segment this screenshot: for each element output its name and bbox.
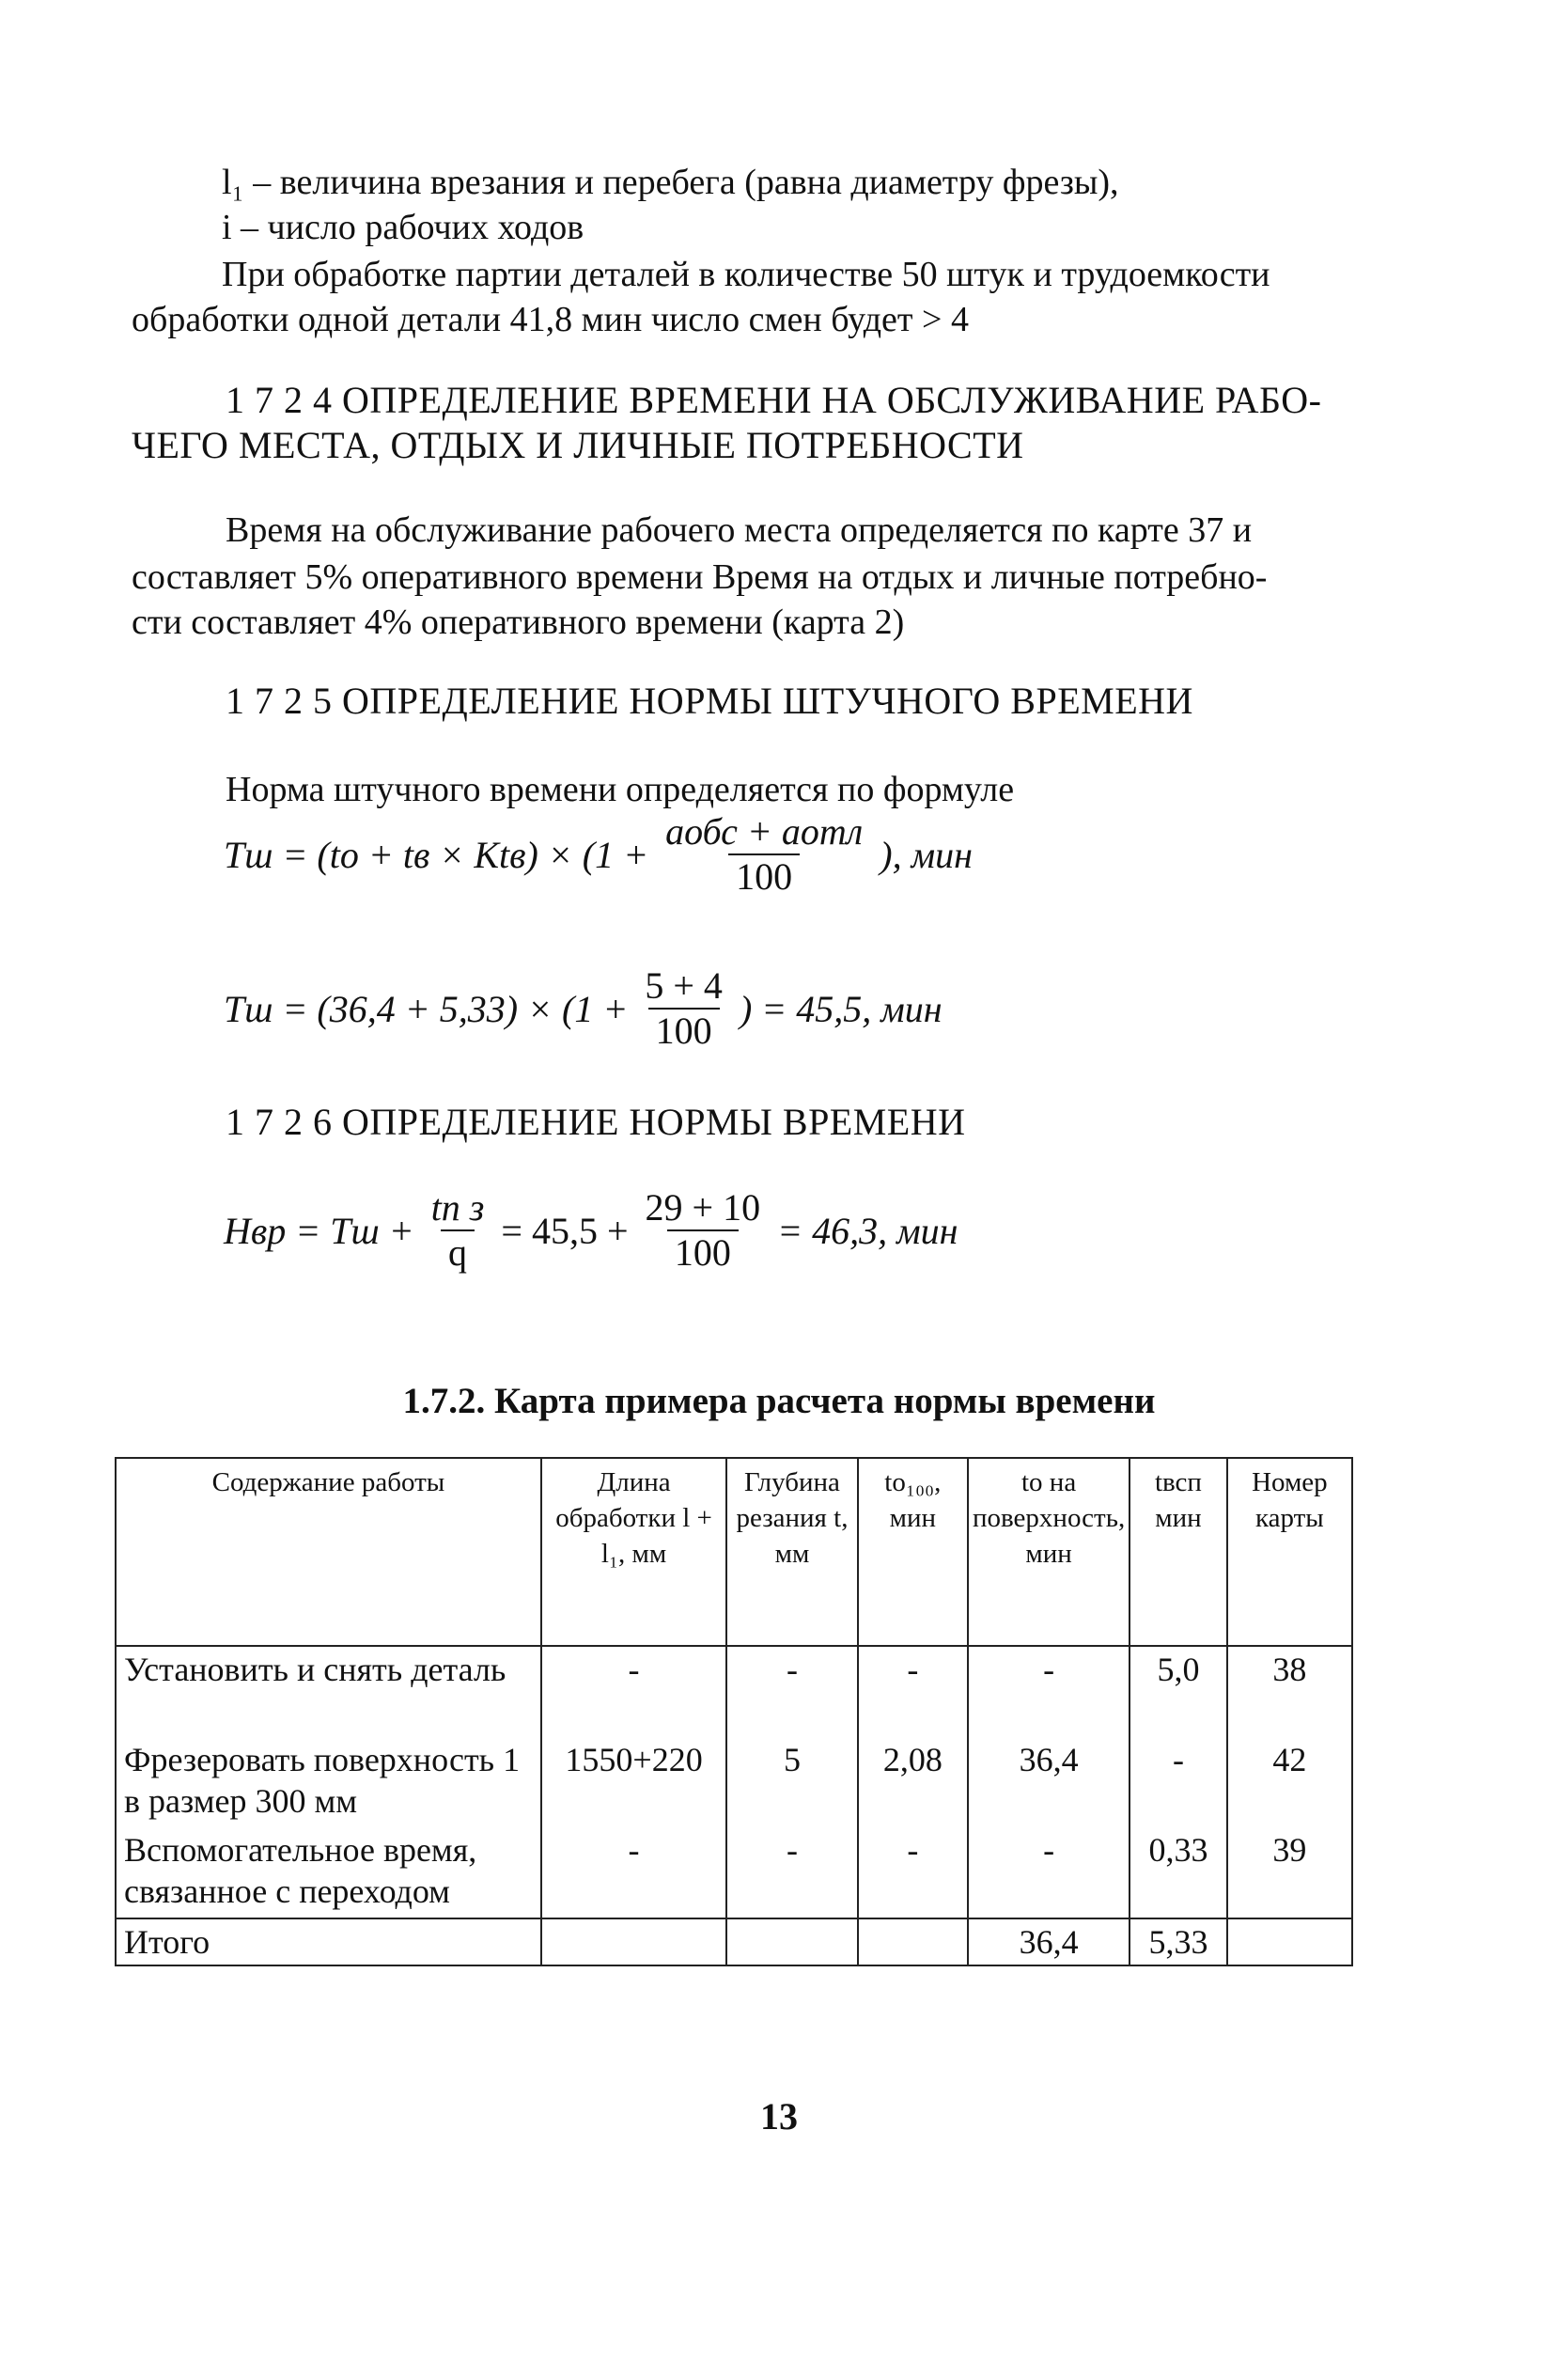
intro-line-4: обработки одной детали 41,8 мин число смен будет > 4	[132, 300, 969, 339]
formula-piece-time-calc	[224, 964, 943, 1053]
table-cell: -	[726, 1646, 857, 1737]
paragraph-1724-line-1: Время на обслуживание рабочего места определяется по карте 37 и	[226, 510, 1253, 550]
table-header-cell: to₁₀₀, мин	[858, 1458, 968, 1646]
formula-2-numerator: 5 + 4	[645, 964, 723, 1007]
formula-3-mid: = 45,5 +	[501, 1209, 629, 1252]
table-header-cell: Номер карты	[1227, 1458, 1352, 1646]
formula-piece-time	[224, 810, 973, 899]
table-cell: 5,0	[1130, 1646, 1227, 1737]
table-cell: 36,4	[968, 1918, 1130, 1965]
table-cell: 38	[1227, 1646, 1352, 1737]
table-cell: -	[968, 1646, 1130, 1737]
formula-1-denominator: 100	[728, 853, 800, 899]
table-cell: -	[968, 1827, 1130, 1918]
formula-time-norm	[224, 1186, 958, 1275]
table-cell: Вспомогательное время, связанное с переходом	[116, 1827, 541, 1918]
table-header-cell: Длина обработки l + l₁, мм	[541, 1458, 726, 1646]
table-header-row	[116, 1458, 1352, 1646]
paragraph-1724-line-3: сти составляет 4% оперативного времени (карта 2)	[132, 603, 905, 642]
formula-intro: Норма штучного времени определяется по формуле	[226, 770, 1015, 809]
table-cell: 5	[726, 1737, 857, 1827]
formula-1-lhs: Tш = (to + tв × Ktв) × (1 +	[224, 833, 649, 876]
formula-3-fraction-1	[424, 1186, 492, 1275]
formula-3-fraction-2	[638, 1186, 769, 1275]
table-cell: -	[541, 1646, 726, 1737]
table-cell: Установить и снять деталь	[116, 1646, 541, 1737]
table-cell: -	[726, 1827, 857, 1918]
formula-2-denominator: 100	[648, 1008, 720, 1053]
intro-line-1: l₁ – величина врезания и перебега (равна диаметру фрезы),	[222, 163, 1119, 202]
time-norm-table	[115, 1457, 1353, 1966]
page-number: 13	[760, 2095, 798, 2137]
formula-3-denominator-2: 100	[667, 1229, 739, 1275]
formula-3-denominator-1: q	[441, 1229, 475, 1275]
table-cell: -	[541, 1827, 726, 1918]
intro-line-3: При обработке партии деталей в количестве 50 штук и трудоемкости	[222, 255, 1270, 294]
table-header-cell: tвсп мин	[1130, 1458, 1227, 1646]
formula-3-numerator-2: 29 + 10	[645, 1186, 761, 1229]
formula-1-fraction	[658, 810, 870, 899]
table-cell	[858, 1918, 968, 1965]
table-header-cell: to на поверхность, мин	[968, 1458, 1130, 1646]
table-cell: 42	[1227, 1737, 1352, 1827]
table-cell: 1550+220	[541, 1737, 726, 1827]
table-total-row	[116, 1918, 1352, 1965]
table-cell: 0,33	[1130, 1827, 1227, 1918]
intro-line-2: i – число рабочих ходов	[222, 208, 584, 247]
table-cell: 5,33	[1130, 1918, 1227, 1965]
table-cell	[726, 1918, 857, 1965]
table-header-cell: Содержание работы	[116, 1458, 541, 1646]
table-row	[116, 1737, 1352, 1827]
heading-1724-line-1: 1 7 2 4 ОПРЕДЕЛЕНИЕ ВРЕМЕНИ НА ОБСЛУЖИВАНИЕ РАБО-	[226, 379, 1322, 421]
table-row	[116, 1827, 1352, 1918]
formula-2-rhs: ) = 45,5, мин	[739, 987, 943, 1030]
table-cell: -	[858, 1646, 968, 1737]
table-cell	[1227, 1918, 1352, 1965]
table-row	[116, 1646, 1352, 1737]
table-cell: Итого	[116, 1918, 541, 1965]
heading-1724-line-2: ЧЕГО МЕСТА, ОТДЫХ И ЛИЧНЫЕ ПОТРЕБНОСТИ	[132, 424, 1024, 466]
paragraph-1724-line-2: составляет 5% оперативного времени Время на отдых и личные потребно-	[132, 557, 1268, 597]
table-cell	[541, 1918, 726, 1965]
formula-3-lhs: Hвр = Tш +	[224, 1209, 414, 1252]
table-cell: 2,08	[858, 1737, 968, 1827]
formula-2-lhs: Tш = (36,4 + 5,33) × (1 +	[224, 987, 629, 1030]
formula-1-rhs: ), мин	[880, 833, 973, 876]
table-cell: 36,4	[968, 1737, 1130, 1827]
table-cell: -	[858, 1827, 968, 1918]
table-cell: Фрезеровать поверхность 1 в размер 300 мм	[116, 1737, 541, 1827]
heading-1725: 1 7 2 5 ОПРЕДЕЛЕНИЕ НОРМЫ ШТУЧНОГО ВРЕМЕНИ	[226, 680, 1193, 722]
formula-3-rhs: = 46,3, мин	[777, 1209, 958, 1252]
formula-3-numerator-1: tп з	[430, 1186, 485, 1229]
table-cell: -	[1130, 1737, 1227, 1827]
table-header-cell: Глубина резания t, мм	[726, 1458, 857, 1646]
formula-2-fraction	[637, 964, 730, 1053]
heading-1726: 1 7 2 6 ОПРЕДЕЛЕНИЕ НОРМЫ ВРЕМЕНИ	[226, 1101, 966, 1143]
table-cell: 39	[1227, 1827, 1352, 1918]
formula-1-numerator: aобс + aотл	[665, 810, 864, 853]
table-caption: 1.7.2. Карта примера расчета нормы времени	[402, 1381, 1156, 1421]
